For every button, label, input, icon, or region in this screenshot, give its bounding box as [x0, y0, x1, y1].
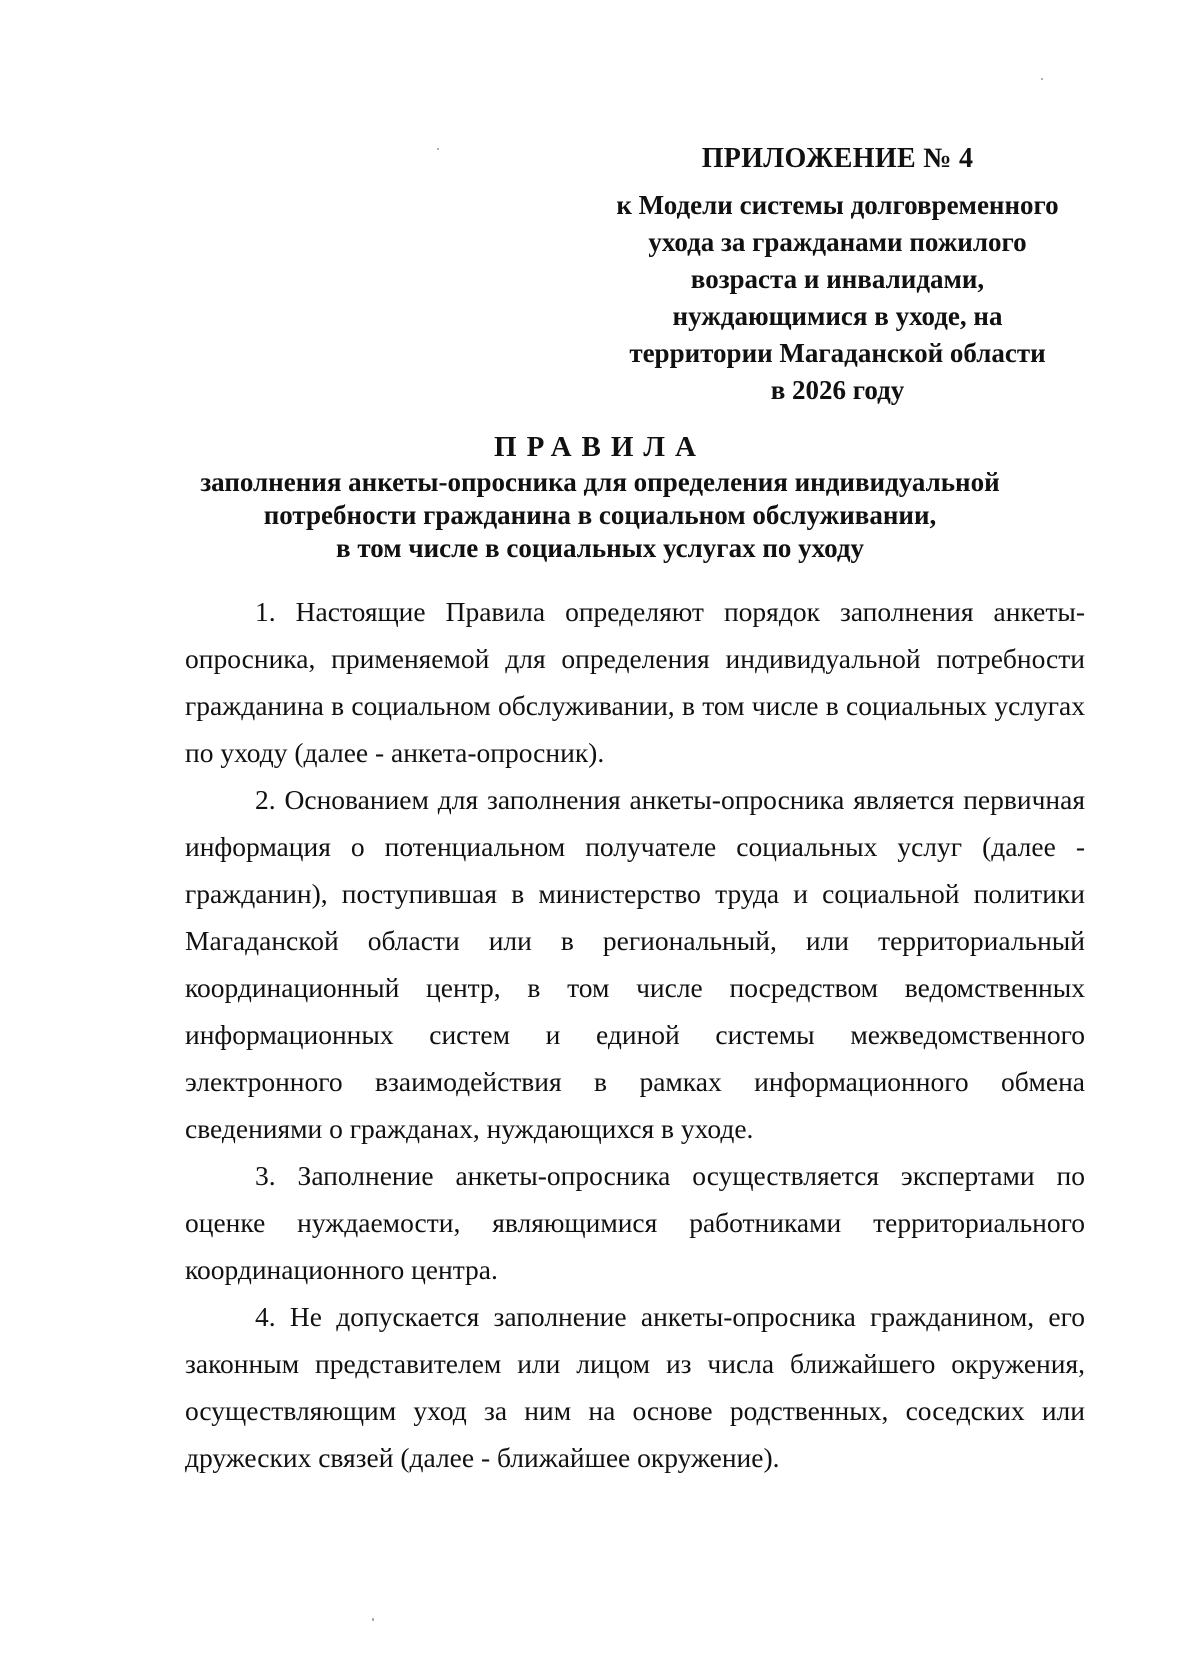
paragraph-3: 3. Заполнение анкеты-опросника осуществляется экспертами по оценке нуждаемости, являющимися работниками территориального координационного центра. — [185, 1160, 1085, 1285]
appendix-line: нуждающимися в уходе, на — [672, 301, 1003, 331]
rules-subtitle-line: заполнения анкеты-опросника для определения индивидуальной — [200, 467, 1000, 497]
appendix-line: к Модели системы долговременного — [616, 190, 1059, 220]
appendix-line: территории Магаданской области — [629, 338, 1046, 368]
scan-speck — [372, 1618, 374, 1621]
appendix-block — [595, 140, 1080, 409]
rules-subtitle-line: потребности гражданина в социальном обслуживании, — [263, 500, 937, 530]
appendix-line: в 2026 году — [770, 375, 905, 405]
appendix-line: ухода за гражданами пожилого — [648, 227, 1027, 257]
appendix-line: возраста и инвалидами, — [690, 264, 985, 294]
rules-header — [150, 428, 1050, 565]
rules-body — [185, 588, 1085, 1481]
paragraph-2: 2. Основанием для заполнения анкеты-опросника является первичная информация о потенциальном получателе социальных услуг (далее - гражданин), поступившая в министерство труда и социальной политики Магаданской области или в региональный, или территориальный координационный центр, в том числе посредством ведомственных информационных систем и единой системы межведомственного электронного взаимодействия в рамках информационного обмена сведениями о гражданах, нуждающихся в уходе. — [185, 784, 1085, 1144]
paragraph-4: 4. Не допускается заполнение анкеты-опросника гражданином, его законным представителем или лицом из числа ближайшего окружения, осуществляющим уход за ним на основе родственных, соседских или дружеских связей (далее - ближайшее окружение). — [185, 1301, 1085, 1473]
rules-subtitle-line: в том числе в социальных услугах по уходу — [336, 533, 864, 563]
scan-speck — [1041, 78, 1043, 80]
scan-speck — [437, 148, 439, 150]
paragraph-1: 1. Настоящие Правила определяют порядок заполнения анкеты-опросника, применяемой для определения индивидуальной потребности гражданина в социальном обслуживании, в том числе в социальных услугах по уходу (далее - анкета-опросник). — [185, 596, 1085, 768]
rules-title: ПРАВИЛА — [494, 431, 706, 463]
appendix-title: ПРИЛОЖЕНИЕ № 4 — [701, 143, 974, 174]
